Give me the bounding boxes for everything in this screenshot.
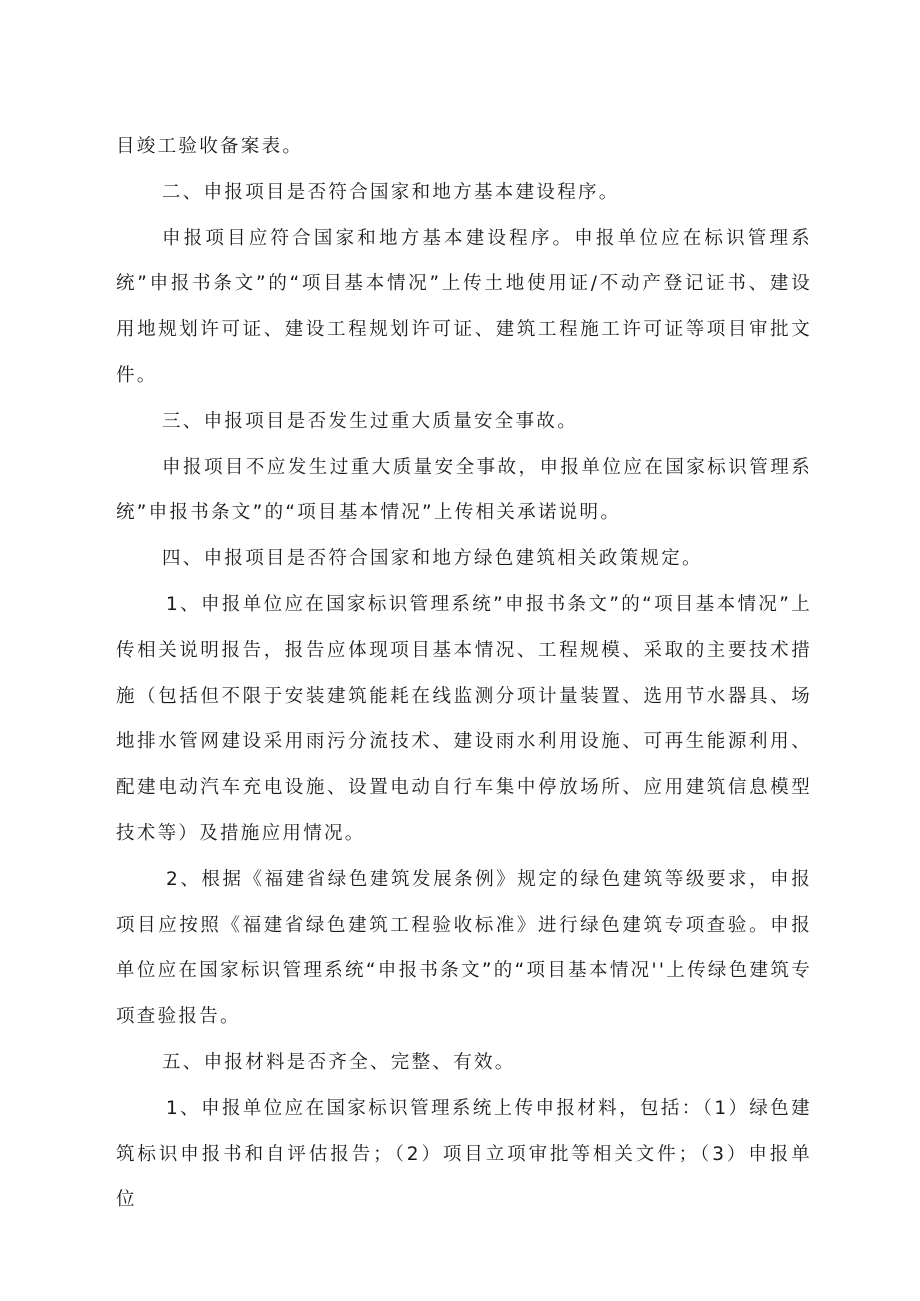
paragraph-continuation: 目竣工验收备案表。 bbox=[116, 136, 304, 157]
section-heading-3: 三、申报项目是否发生过重大质量安全事故。 bbox=[162, 410, 579, 432]
section-heading-2: 二、申报项目是否符合国家和地方基本建设程序。 bbox=[162, 181, 620, 203]
paragraph-item-4-2: 2、根据《福建省绿色建筑发展条例》规定的绿色建筑等级要求，申报项目应按照《福建省绿色建筑工程验收标准》进行绿色建筑专项查验。申报单位应在国家标识管理系统“申报书条文”的“项目基本情况''上传绿色建筑专项查验报告。 bbox=[116, 868, 812, 1028]
document-body bbox=[116, 124, 812, 1223]
paragraph-safety-accident: 申报项目不应发生过重大质量安全事故，申报单位应在国家标识管理系统”申报书条文”的“项目基本情况”上传相关承诺说明。 bbox=[116, 456, 812, 524]
section-heading-4: 四、申报项目是否符合国家和地方绿色建筑相关政策规定。 bbox=[162, 548, 703, 570]
paragraph-item-5-1: 1、申报单位应在国家标识管理系统上传申报材料，包括：（1）绿色建筑标识申报书和自评估报告；（2）项目立项审批等相关文件；（3）申报单位 bbox=[116, 1097, 812, 1211]
section-heading-5: 五、申报材料是否齐全、完整、有效。 bbox=[162, 1051, 516, 1073]
paragraph-item-4-1: 1、申报单位应在国家标识管理系统”申报书条文”的“项目基本情况”上传相关说明报告，报告应体现项目基本情况、工程规模、采取的主要技术措施（包括但不限于安装建筑能耗在线监测分项计量装置、选用节水器具、场地排水管网建设采用雨污分流技术、建设雨水利用设施、可再生能源利用、配建电动汽车充电设施、设置电动自行车集中停放场所、应用建筑信息模型技术等）及措施应用情况。 bbox=[116, 593, 812, 844]
paragraph-construction-procedure: 申报项目应符合国家和地方基本建设程序。申报单位应在标识管理系统”申报书条文”的“项目基本情况”上传土地使用证/不动产登记证书、建设用地规划许可证、建设工程规划许可证、建筑工程施工许可证等项目审批文件。 bbox=[116, 227, 812, 386]
